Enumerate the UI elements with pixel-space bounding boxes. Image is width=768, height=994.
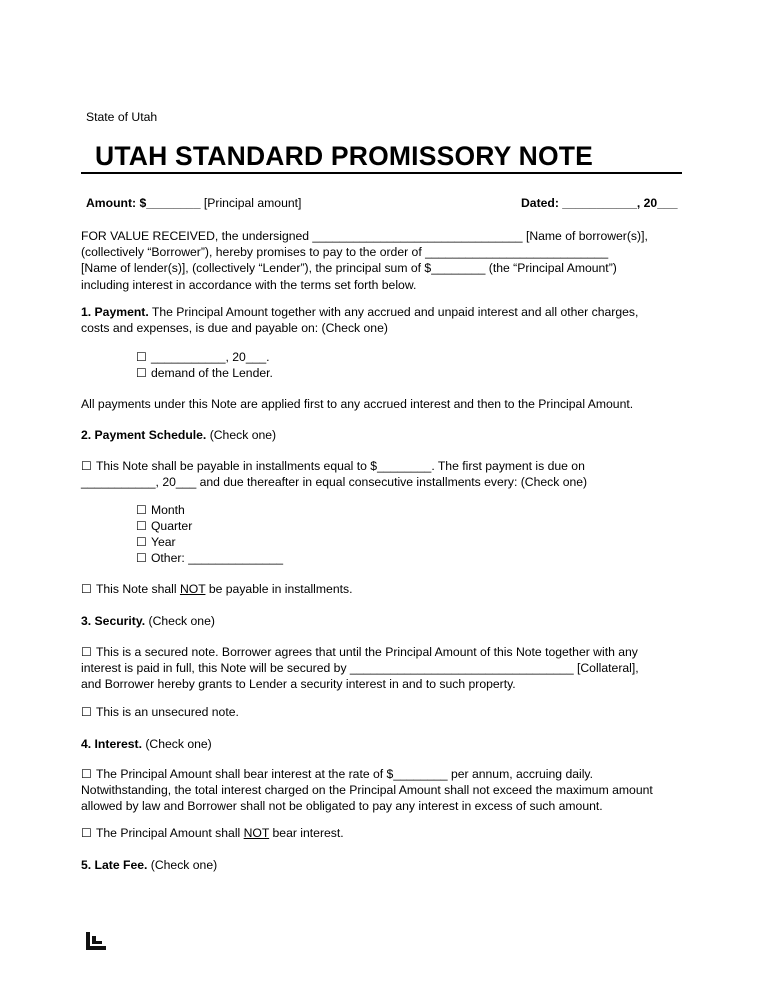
check-one-label: (Check one) bbox=[141, 737, 212, 751]
payment-option-date[interactable] bbox=[136, 350, 270, 364]
not-emphasis: NOT bbox=[179, 582, 206, 596]
freq-option-year[interactable] bbox=[136, 535, 176, 549]
option-label: This is a secured note. Borrower agrees that until the Principal Amount of this Note together with any bbox=[95, 645, 638, 659]
checkbox-icon[interactable]: ☐ bbox=[136, 366, 147, 380]
checkbox-icon[interactable]: ☐ bbox=[81, 645, 92, 659]
option-label: interest is paid in full, this Note will be secured by _________________________________ [Collateral], bbox=[81, 661, 639, 676]
late-fee-heading: 5. Late Fee. bbox=[81, 858, 148, 872]
payment-note: All payments under this Note are applied first to any accrued interest and then to the Principal Amount. bbox=[81, 397, 634, 411]
interest-heading: 4. Interest. bbox=[81, 737, 142, 751]
document-title: UTAH STANDARD PROMISSORY NOTE bbox=[95, 141, 594, 171]
payment-text: The Principal Amount together with any accrued and unpaid interest and all other charges, bbox=[148, 305, 639, 319]
option-label: This Note shall bbox=[95, 582, 180, 596]
option-label: This is an unsecured note. bbox=[95, 705, 239, 719]
intro-line: [Name of lender(s)], (collectively “Lender”), the principal sum of $________ (the “Principal Amount”) bbox=[81, 261, 617, 276]
checkbox-icon[interactable]: ☐ bbox=[136, 535, 147, 549]
no-interest-option[interactable] bbox=[81, 826, 344, 840]
payment-option-demand[interactable] bbox=[136, 366, 273, 380]
option-label: ___________, 20___ and due thereafter in equal consecutive installments every: (Check one) bbox=[81, 475, 588, 490]
freq-option-quarter[interactable] bbox=[136, 519, 192, 533]
check-one-label: (Check one) bbox=[145, 614, 215, 628]
checkbox-icon[interactable]: ☐ bbox=[136, 519, 147, 533]
option-label: ___________, 20___. bbox=[150, 350, 270, 364]
freq-option-month[interactable] bbox=[136, 503, 185, 517]
unsecured-option[interactable] bbox=[81, 705, 239, 719]
option-label: Other: ______________ bbox=[150, 551, 284, 565]
amount-field bbox=[86, 196, 301, 210]
no-installments-option[interactable] bbox=[81, 582, 352, 596]
amount-hint: [Principal amount] bbox=[200, 196, 302, 210]
option-label: The Principal Amount shall bear interest at the rate of $________ per annum, accruing daily. bbox=[95, 767, 593, 781]
dated-field: Dated: ___________, 20___ bbox=[521, 196, 678, 210]
security-heading: 3. Security. bbox=[81, 614, 146, 628]
option-label: demand of the Lender. bbox=[150, 366, 273, 380]
check-one-label: (Check one) bbox=[147, 858, 218, 872]
checkbox-icon[interactable]: ☐ bbox=[136, 350, 147, 364]
state-label: State of Utah bbox=[86, 110, 158, 124]
option-label: bear interest. bbox=[269, 826, 344, 840]
freq-option-other[interactable] bbox=[136, 551, 283, 565]
option-label: Quarter bbox=[150, 519, 193, 533]
secured-option[interactable] bbox=[81, 644, 681, 693]
option-label: Notwithstanding, the total interest charged on the Principal Amount shall not exceed the maximum amount bbox=[81, 783, 653, 798]
intro-paragraph bbox=[81, 228, 681, 293]
not-emphasis: NOT bbox=[243, 826, 270, 840]
payment-heading: 1. Payment. bbox=[81, 305, 149, 319]
title-underline bbox=[81, 172, 682, 174]
option-label: This Note shall be payable in installments equal to $________. The first payment is due on bbox=[95, 459, 585, 473]
checkbox-icon[interactable]: ☐ bbox=[81, 582, 92, 596]
option-label: be payable in installments. bbox=[205, 582, 353, 596]
option-label: and Borrower hereby grants to Lender a security interest in and to such property. bbox=[81, 677, 516, 692]
interest-heading-line bbox=[81, 737, 212, 751]
option-label: allowed by law and Borrower shall not be obligated to pay any interest in excess of such amount. bbox=[81, 799, 603, 814]
schedule-heading: 2. Payment Schedule. bbox=[81, 428, 207, 442]
intro-line: (collectively “Borrower”), hereby promises to pay to the order of ___________________________ bbox=[81, 245, 609, 260]
checkbox-icon[interactable]: ☐ bbox=[81, 705, 92, 719]
check-one-label: (Check one) bbox=[206, 428, 277, 442]
security-heading-line bbox=[81, 614, 215, 628]
logo-icon bbox=[86, 932, 106, 950]
intro-line: FOR VALUE RECEIVED, the undersigned _______________________________ [Name of borrower(s)], bbox=[81, 229, 648, 243]
option-label: Year bbox=[150, 535, 176, 549]
checkbox-icon[interactable]: ☐ bbox=[136, 503, 147, 517]
installments-option[interactable] bbox=[81, 458, 681, 490]
intro-line: including interest in accordance with the terms set forth below. bbox=[81, 277, 417, 292]
option-label: The Principal Amount shall bbox=[95, 826, 244, 840]
checkbox-icon[interactable]: ☐ bbox=[81, 767, 92, 781]
checkbox-icon[interactable]: ☐ bbox=[81, 826, 92, 840]
interest-bearing-option[interactable] bbox=[81, 766, 701, 815]
schedule-heading-line bbox=[81, 428, 276, 442]
amount-label: Amount: $________ bbox=[86, 196, 201, 210]
late-fee-heading-line bbox=[81, 858, 217, 872]
checkbox-icon[interactable]: ☐ bbox=[136, 551, 147, 565]
payment-text: costs and expenses, is due and payable on: (Check one) bbox=[81, 321, 388, 336]
checkbox-icon[interactable]: ☐ bbox=[81, 459, 92, 473]
option-label: Month bbox=[150, 503, 185, 517]
payment-section bbox=[81, 304, 681, 336]
